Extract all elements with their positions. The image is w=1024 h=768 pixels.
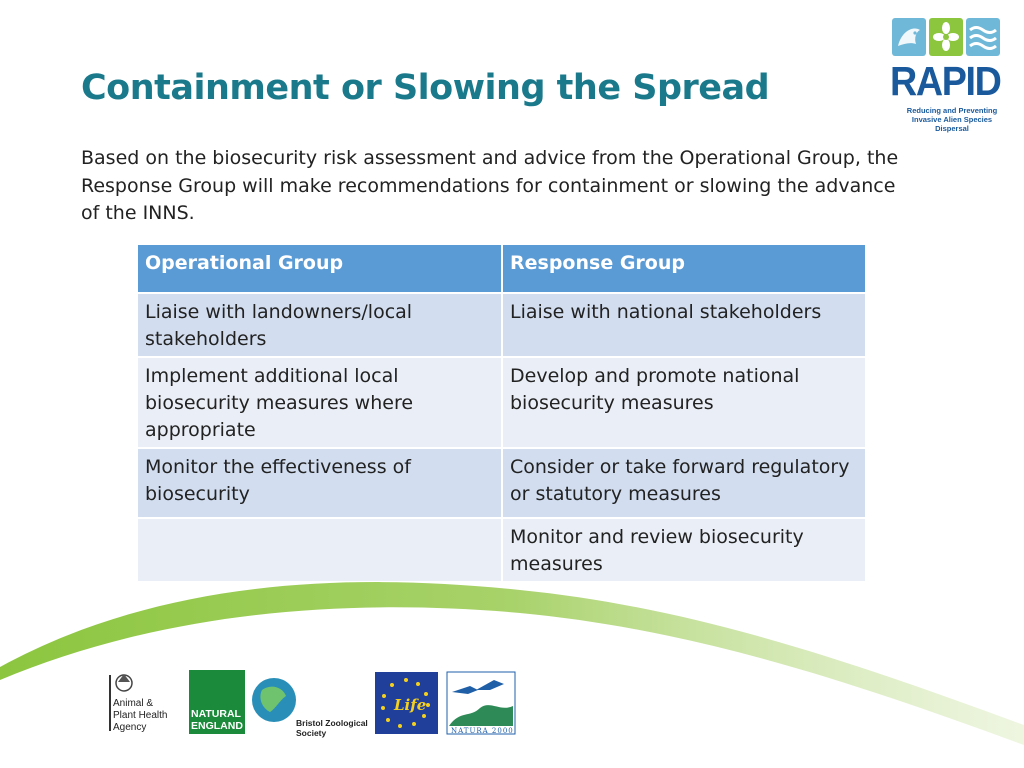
table-row	[137, 448, 866, 518]
table-cell: Implement additional local biosecurity measures where appropriate	[137, 357, 502, 448]
table-row	[137, 293, 866, 357]
table-cell: Liaise with national stakeholders	[502, 293, 866, 357]
apha-logo	[109, 674, 167, 733]
table-header-row	[137, 244, 866, 293]
natural-england-logo	[189, 670, 245, 734]
svg-text:NATURAL: NATURAL	[191, 708, 241, 720]
fish-icon	[892, 18, 926, 56]
water-waves-icon	[966, 18, 1000, 56]
svg-text:NATURA 2000: NATURA 2000	[451, 727, 514, 735]
table-cell	[137, 518, 502, 582]
leaf-icon	[929, 18, 963, 56]
svg-text:ENGLAND: ENGLAND	[191, 720, 243, 732]
natura-2000-logo	[447, 672, 515, 735]
rapid-wordmark: RAPID	[890, 58, 1001, 104]
table-cell: Develop and promote national biosecurity measures	[502, 357, 866, 448]
table-cell: Consider or take forward regulatory or statutory measures	[502, 448, 866, 518]
table-cell: Monitor and review biosecurity measures	[502, 518, 866, 582]
table-row	[137, 357, 866, 448]
slide-title: Containment or Slowing the Spread	[81, 68, 770, 108]
rapid-subtitle: Reducing and Preventing Invasive Alien Species Dispersal	[906, 106, 998, 133]
eu-life-logo	[375, 672, 438, 734]
table-cell: Liaise with landowners/local stakeholders	[137, 293, 502, 357]
bristol-zoo-logo	[252, 678, 368, 738]
svg-text:Agency: Agency	[113, 722, 147, 733]
groups-table	[136, 243, 867, 583]
intro-paragraph: Based on the biosecurity risk assessment and advice from the Operational Group, the Response Group will make recommendations for containment or slowing the advance of the INNS.	[81, 147, 899, 224]
svg-text:Plant Health: Plant Health	[113, 710, 168, 721]
svg-text:Life: Life	[394, 696, 427, 714]
header-operational-group: Operational Group	[137, 244, 502, 293]
header-response-group: Response Group	[502, 244, 866, 293]
svg-text:Bristol Zoological: Bristol Zoological	[296, 718, 368, 728]
svg-text:Animal &: Animal &	[113, 698, 154, 709]
partner-logos	[0, 660, 1024, 760]
table-row	[137, 518, 866, 582]
rapid-logo	[890, 18, 1010, 133]
table-cell: Monitor the effectiveness of biosecurity	[137, 448, 502, 518]
svg-text:Society: Society	[296, 728, 327, 738]
